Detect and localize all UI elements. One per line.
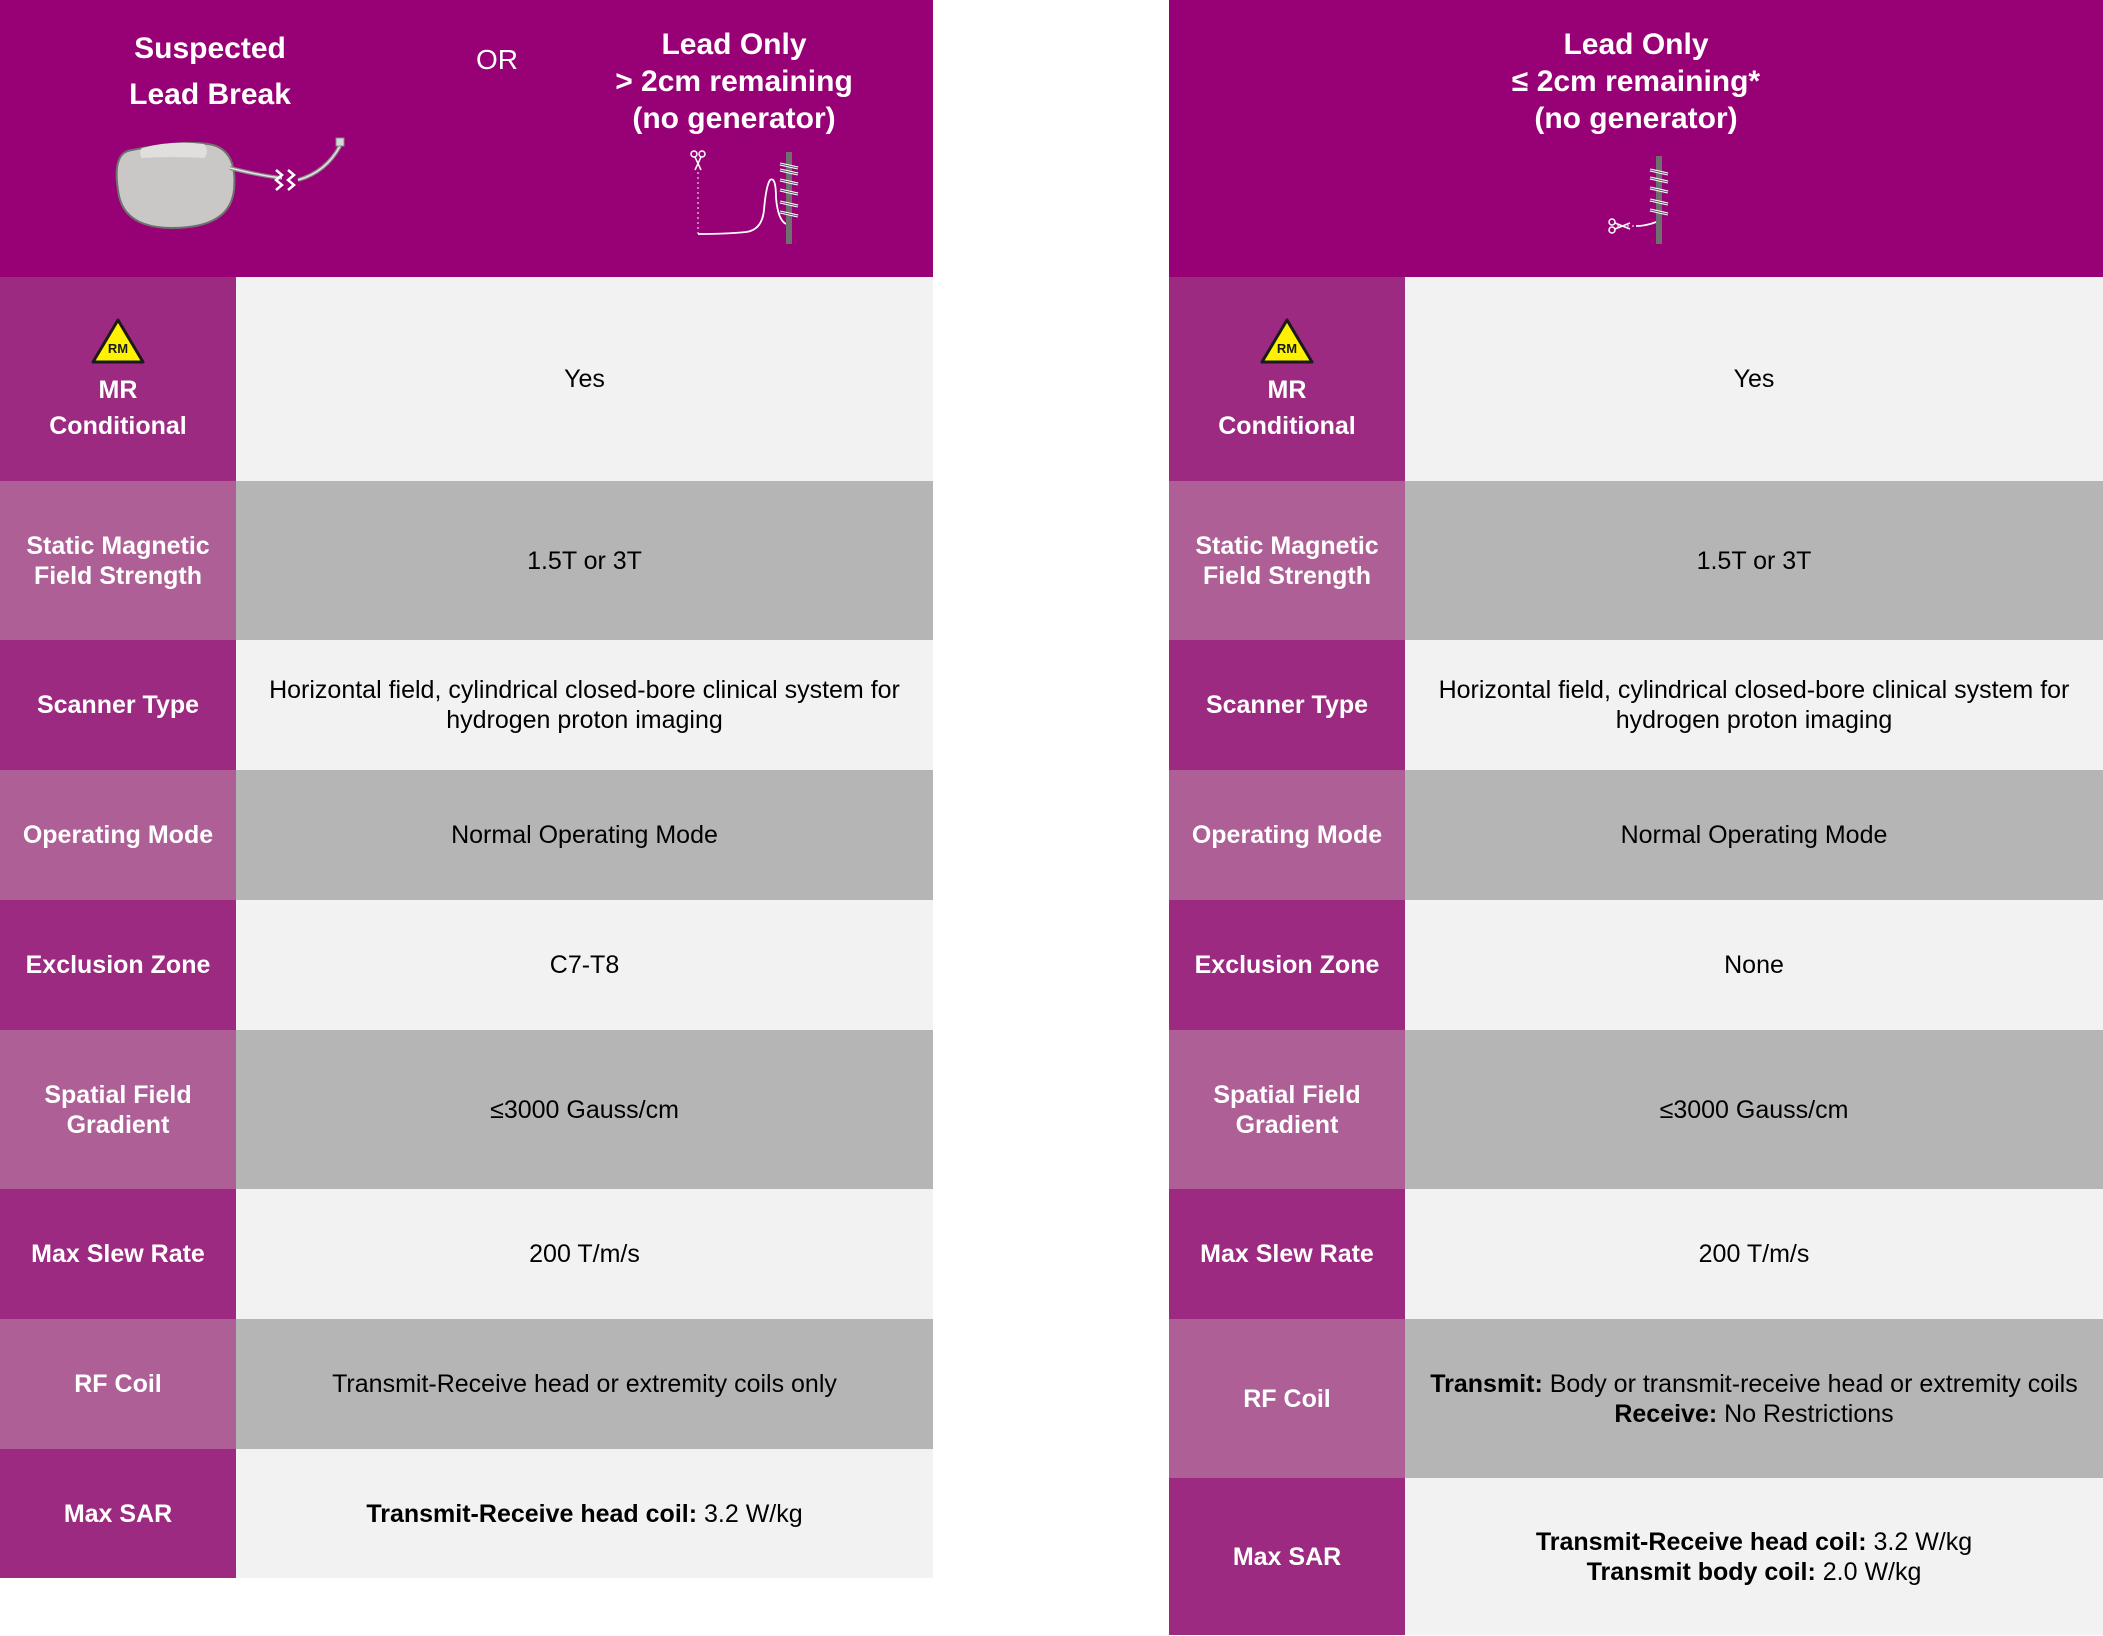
row-operating-mode: [1169, 770, 2103, 900]
label-line: Max SAR: [63, 1499, 173, 1528]
row-label: [1169, 640, 1405, 770]
row-label: [0, 277, 236, 481]
row-label: [0, 900, 236, 1030]
row-mr-conditional: [1169, 277, 2103, 481]
row-rf-coil: [1169, 1319, 2103, 1478]
row-label: [0, 770, 236, 900]
right-table: [1169, 0, 2103, 1635]
value-rest: No Restrictions: [1717, 1399, 1894, 1428]
row-label: [0, 1030, 236, 1189]
value-text: Yes: [564, 365, 605, 393]
scissors-icon: [691, 151, 705, 170]
value-text: [1430, 1369, 2077, 1399]
row-label: [0, 1189, 236, 1319]
lead-only-short-title: [1486, 26, 1786, 137]
label-line: Gradient: [66, 1110, 170, 1139]
value-rest: 3.2 W/kg: [1866, 1527, 1973, 1556]
row-operating-mode: [0, 770, 933, 900]
row-scanner-type: [0, 640, 933, 770]
row-value: [236, 1319, 933, 1449]
row-value: [1405, 481, 2103, 640]
title-line: ≤ 2cm remaining*: [1511, 65, 1761, 98]
lead-cut-short-icon: [1606, 152, 1686, 248]
value-rest: 3.2 W/kg: [697, 1499, 803, 1528]
row-label: [1169, 277, 1405, 481]
title-line: Lead Break: [129, 78, 291, 111]
row-static-field: [1169, 481, 2103, 640]
or-text: OR: [476, 44, 518, 75]
title-line: Lead Only: [1563, 28, 1709, 61]
title-line: Suspected: [134, 32, 286, 65]
generator-lead-break-icon: [112, 130, 352, 235]
left-table: [0, 0, 933, 1578]
label-line: Exclusion Zone: [25, 951, 211, 979]
value-text: 1.5T or 3T: [1696, 546, 1812, 575]
lead-cut-long-icon: [686, 150, 806, 246]
label-line: Exclusion Zone: [1194, 951, 1380, 979]
label-line: Max Slew Rate: [31, 1240, 205, 1268]
row-scanner-type: [1169, 640, 2103, 770]
scissors-icon: [1609, 219, 1630, 233]
row-exclusion-zone: [0, 900, 933, 1030]
label-line: Scanner Type: [1205, 691, 1369, 719]
row-spatial-gradient: [1169, 1030, 2103, 1189]
label-line: Operating Mode: [22, 821, 214, 849]
row-spatial-gradient: [0, 1030, 933, 1189]
row-value: [1405, 277, 2103, 481]
value-text: Normal Operating Mode: [451, 821, 718, 849]
row-value: [236, 770, 933, 900]
row-max-sar: [0, 1449, 933, 1578]
value-text: 200 T/m/s: [529, 1240, 640, 1268]
mr-icon-text: RM: [1276, 341, 1298, 356]
row-label: [1169, 900, 1405, 1030]
row-label: [0, 1319, 236, 1449]
value-text: hydrogen proton imaging: [1615, 706, 1893, 734]
row-max-sar: [1169, 1478, 2103, 1635]
title-line: (no generator): [1534, 102, 1738, 135]
label-line: Spatial Field: [1213, 1080, 1361, 1109]
value-text: hydrogen proton imaging: [446, 706, 723, 734]
value-text: ≤3000 Gauss/cm: [490, 1095, 679, 1124]
row-max-slew-rate: [1169, 1189, 2103, 1319]
label-line: MR: [98, 376, 138, 404]
right-header: [1169, 0, 2103, 277]
value-text: [366, 1499, 802, 1529]
value-text: Horizontal field, cylindrical closed-bore clinical system for: [1438, 676, 2070, 704]
label-line: Conditional: [1218, 412, 1356, 440]
row-value: [1405, 1030, 2103, 1189]
label-line: Max Slew Rate: [1200, 1240, 1374, 1268]
row-value: [1405, 1189, 2103, 1319]
label-line: RF Coil: [74, 1370, 162, 1398]
title-line: (no generator): [632, 102, 836, 135]
row-rf-coil: [0, 1319, 933, 1449]
value-text: 1.5T or 3T: [527, 546, 642, 575]
row-value: [1405, 640, 2103, 770]
row-value: [236, 1189, 933, 1319]
row-value: [236, 481, 933, 640]
row-value: [1405, 1478, 2103, 1635]
row-label: [0, 1449, 236, 1578]
label-line: Spatial Field: [44, 1080, 192, 1109]
label-line: Conditional: [49, 412, 187, 440]
value-bold: Transmit-Receive head coil:: [1535, 1527, 1867, 1556]
row-max-slew-rate: [0, 1189, 933, 1319]
value-text: ≤3000 Gauss/cm: [1659, 1095, 1849, 1124]
label-line: Static Magnetic: [26, 531, 210, 560]
value-text: Transmit-Receive head or extremity coils only: [332, 1370, 837, 1398]
left-header: [0, 0, 933, 277]
row-value: [236, 1030, 933, 1189]
value-bold: Transmit-Receive head coil:: [366, 1499, 698, 1528]
value-text: Normal Operating Mode: [1620, 821, 1888, 849]
row-exclusion-zone: [1169, 900, 2103, 1030]
row-label: [0, 640, 236, 770]
suspected-lead-break-title: [110, 26, 310, 118]
value-rest: 2.0 W/kg: [1815, 1557, 1922, 1586]
title-line: Lead Only: [661, 28, 807, 61]
label-line: MR: [1267, 376, 1307, 404]
label-line: Static Magnetic: [1195, 531, 1379, 560]
row-value: [1405, 770, 2103, 900]
value-bold: Receive:: [1614, 1399, 1718, 1428]
row-value: [1405, 1319, 2103, 1478]
label-line: Field Strength: [1202, 561, 1372, 590]
value-bold: Transmit body coil:: [1586, 1557, 1816, 1586]
row-label: [0, 481, 236, 640]
mr-conditional-warning-icon: [90, 317, 146, 365]
label-line: Scanner Type: [36, 691, 200, 719]
title-line: > 2cm remaining: [615, 65, 853, 98]
label-line: Operating Mode: [1191, 821, 1383, 849]
value-bold: Transmit:: [1430, 1369, 1543, 1398]
value-text: None: [1724, 951, 1784, 979]
row-static-field: [0, 481, 933, 640]
value-rest: Body or transmit-receive head or extremity coils: [1542, 1369, 2078, 1398]
value-text: [1587, 1557, 1922, 1587]
value-text: [1614, 1399, 1893, 1429]
row-label: [1169, 1478, 1405, 1635]
value-text: [1536, 1527, 1972, 1557]
row-label: [1169, 1189, 1405, 1319]
mr-icon-text: RM: [107, 341, 129, 356]
value-text: 200 T/m/s: [1698, 1240, 1810, 1268]
row-value: [236, 1449, 933, 1578]
value-text: Yes: [1733, 365, 1775, 393]
row-label: [1169, 1319, 1405, 1478]
label-line: RF Coil: [1243, 1384, 1331, 1413]
row-mr-conditional: [0, 277, 933, 481]
mr-conditional-warning-icon: [1259, 317, 1315, 365]
row-label: [1169, 770, 1405, 900]
value-text: C7-T8: [549, 951, 620, 979]
label-line: Gradient: [1235, 1110, 1339, 1139]
row-value: [236, 900, 933, 1030]
value-text: Horizontal field, cylindrical closed-bore clinical system for: [269, 676, 900, 704]
label-line: Field Strength: [33, 561, 203, 590]
row-label: [1169, 481, 1405, 640]
row-label: [1169, 1030, 1405, 1189]
row-value: [1405, 900, 2103, 1030]
row-value: [236, 640, 933, 770]
lead-only-long-title: [600, 26, 868, 137]
label-line: Max SAR: [1232, 1542, 1342, 1571]
row-value: [236, 277, 933, 481]
